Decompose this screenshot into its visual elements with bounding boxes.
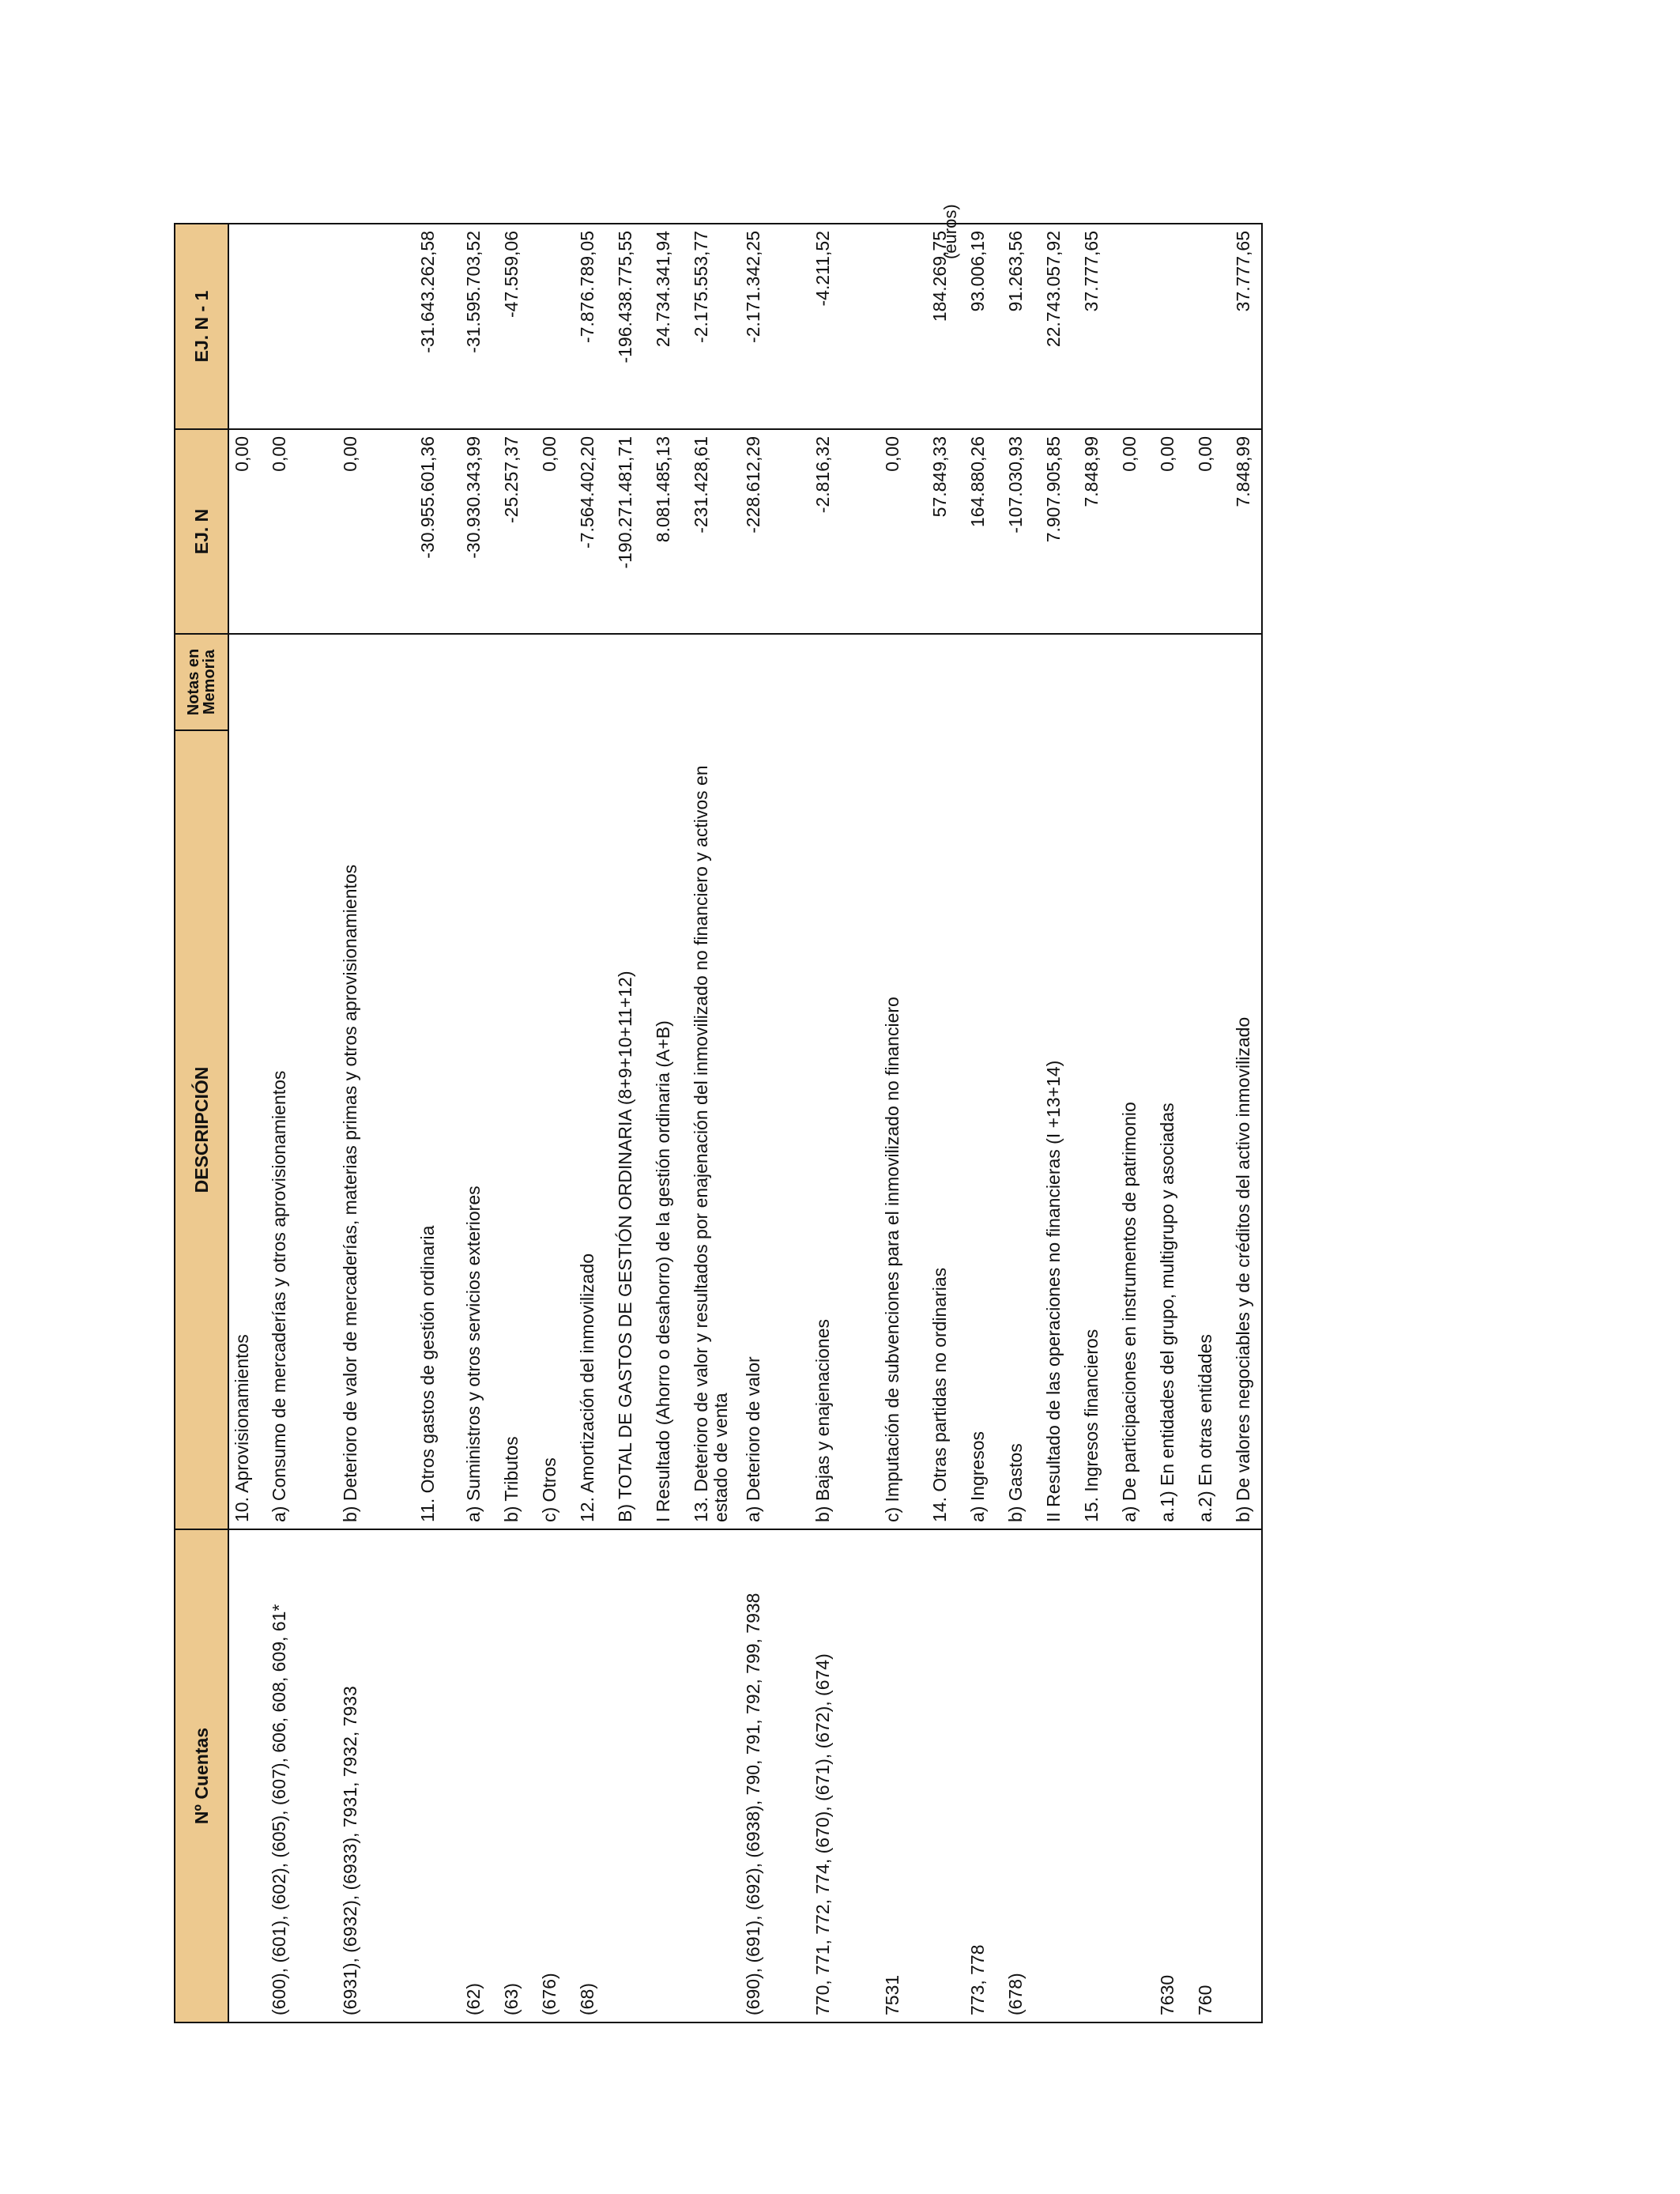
year-n1-value-cell: -196.438.775,55 [612,224,650,429]
year-n-value-cell: 57.849,33 [927,429,965,634]
year-n1-value-cell: -47.559,06 [499,224,537,429]
description-cell: 12. Amortización del inmovilizado [577,1253,597,1522]
table-row [927,224,965,2022]
table-row [1230,224,1262,2022]
account-code-cell [1041,1529,1079,2022]
notes-cell [965,634,1003,730]
year-n-value-cell: -2.816,32 [810,429,880,634]
year-n1-value-cell: -2.171.342,25 [740,224,810,429]
year-n1-value-cell: 91.263,56 [1003,224,1041,429]
account-code-cell [228,1529,266,2022]
account-code-cell [612,1529,650,2022]
table-row [1041,224,1079,2022]
year-n-value-cell: -30.930.343,99 [461,429,499,634]
account-code-cell: 773, 778 [965,1529,1003,2022]
account-code-cell: 7630 [1155,1529,1192,2022]
account-code-cell: 770, 771, 772, 774, (670), (671), (672), (674) [810,1529,880,2022]
notes-cell [650,634,688,730]
year-n1-value-cell [1192,224,1230,429]
year-n1-value-cell: 22.743.057,92 [1041,224,1079,429]
description-cell: 11. Otros gastos de gestión ordinaria [417,1225,438,1522]
year-n-value-cell: -190.271.481,71 [612,429,650,634]
notes-cell [1192,634,1230,730]
year-n1-value-cell [266,224,337,429]
description-cell: 15. Ingresos financieros [1081,1329,1102,1522]
year-n-value-cell: 7.848,99 [1230,429,1262,634]
year-n-value-cell: -25.257,37 [499,429,537,634]
table-row [415,224,461,2022]
year-n1-value-cell [337,224,415,429]
account-code-cell: (676) [537,1529,574,2022]
year-n1-value-cell: 37.777,65 [1230,224,1262,429]
header-description: DESCRIPCIÓN [175,730,228,1529]
year-n1-value-cell: -31.595.703,52 [461,224,499,429]
description-cell: b) Bajas y enajenaciones [812,1319,833,1522]
table-row [537,224,574,2022]
year-n-value-cell: -7.564.402,20 [574,429,612,634]
year-n-value-cell: -228.612,29 [740,429,810,634]
description-cell: b) Tributos [501,1436,522,1522]
notes-cell [228,634,266,730]
notes-cell [612,634,650,730]
table-row [880,224,927,2022]
account-code-cell [1230,1529,1262,2022]
notes-cell [1079,634,1117,730]
year-n1-value-cell [1155,224,1192,429]
year-n-value-cell: 0,00 [228,429,266,634]
account-code-cell: 760 [1192,1529,1230,2022]
income-statement-table [174,223,1263,2023]
year-n1-value-cell: -4.211,52 [810,224,880,429]
header-accounts: Nº Cuentas [175,1529,228,2022]
account-code-cell: (678) [1003,1529,1041,2022]
description-cell: 10. Aprovisionamientos [232,1334,252,1522]
description-cell: a) Deterioro de valor [743,1356,763,1522]
description-cell: a) De participaciones en instrumentos de patrimonio [1119,1102,1139,1522]
table-row [461,224,499,2022]
year-n-value-cell: -30.955.601,36 [415,429,461,634]
notes-cell [499,634,537,730]
table-row [965,224,1003,2022]
account-code-cell: (63) [499,1529,537,2022]
account-code-cell: (690), (691), (692), (6938), 790, 791, 792, 799, 7938 [740,1529,810,2022]
year-n1-value-cell: 37.777,65 [1079,224,1117,429]
year-n-value-cell: 0,00 [1192,429,1230,634]
rotated-page [174,224,1323,2023]
account-code-cell [927,1529,965,2022]
table-row [574,224,612,2022]
table-row [740,224,810,2022]
notes-cell [1117,634,1155,730]
notes-cell [740,634,810,730]
notes-cell [880,634,927,730]
year-n1-value-cell [880,224,927,429]
account-code-cell [1079,1529,1117,2022]
notes-cell [1003,634,1041,730]
account-code-cell: (600), (601), (602), (605), (607), 606, 608, 609, 61* [266,1529,337,2022]
unit-label: (euros) [940,204,960,259]
header-year-n: EJ. N [175,429,228,634]
year-n-value-cell: 164.880,26 [965,429,1003,634]
year-n-value-cell: 8.081.485,13 [650,429,688,634]
table-row [1117,224,1155,2022]
description-cell: 14. Otras partidas no ordinarias [929,1267,950,1522]
table-row [499,224,537,2022]
table-row [1079,224,1117,2022]
notes-cell [810,634,880,730]
year-n-value-cell: -107.030,93 [1003,429,1041,634]
description-cell: 13. Deterioro de valor y resultados por enajenación del inmovilizado no financiero y activos en estado de venta [691,765,731,1522]
account-code-cell: (68) [574,1529,612,2022]
year-n1-value-cell: 24.734.341,94 [650,224,688,429]
table-row [1003,224,1041,2022]
year-n-value-cell: 0,00 [337,429,415,634]
description-cell: c) Otros [539,1457,559,1522]
table-row [688,224,740,2022]
header-notes: Notas en Memoria [175,634,228,730]
account-code-cell: (62) [461,1529,499,2022]
year-n1-value-cell: -2.175.553,77 [688,224,740,429]
description-cell: a) Consumo de mercaderías y otros aprovisionamientos [269,1070,289,1522]
description-cell: a) Ingresos [967,1431,988,1522]
description-cell: a) Suministros y otros servicios exteriores [463,1186,484,1522]
description-cell: B) TOTAL DE GASTOS DE GESTIÓN ORDINARIA (8+9+10+11+12) [615,971,635,1522]
year-n1-value-cell [537,224,574,429]
notes-cell [266,634,337,730]
description-cell: I Resultado (Ahorro o desahorro) de la gestión ordinaria (A+B) [653,1020,673,1522]
notes-cell [415,634,461,730]
year-n1-value-cell: 93.006,19 [965,224,1003,429]
header-year-n1: EJ. N - 1 [175,224,228,429]
description-cell: a.1) En entidades del grupo, multigrupo y asociadas [1157,1103,1177,1522]
description-cell: c) Imputación de subvenciones para el inmovilizado no financiero [882,997,902,1522]
year-n1-value-cell [1117,224,1155,429]
table-row [228,224,266,2022]
description-cell: b) De valores negociables y de créditos del activo inmovilizado [1230,730,1262,1529]
year-n-value-cell: 0,00 [1155,429,1192,634]
notes-cell [574,634,612,730]
table-row [337,224,415,2022]
year-n1-value-cell: -31.643.262,58 [415,224,461,429]
table-row [1155,224,1192,2022]
year-n-value-cell: -231.428,61 [688,429,740,634]
description-cell: b) Gastos [1005,1443,1026,1522]
year-n-value-cell: 7.848,99 [1079,429,1117,634]
table-row [612,224,650,2022]
description-cell: a.2) En otras entidades [1195,1334,1215,1522]
table-row [266,224,337,2022]
description-cell: II Resultado de las operaciones no financieras (I +13+14) [1043,1060,1064,1522]
year-n1-value-cell [228,224,266,429]
notes-cell [688,634,740,730]
table-row [650,224,688,2022]
notes-cell [337,634,415,730]
year-n-value-cell: 0,00 [1117,429,1155,634]
year-n-value-cell: 7.907.905,85 [1041,429,1079,634]
account-code-cell [415,1529,461,2022]
notes-cell [537,634,574,730]
year-n1-value-cell: 184.269,75 [927,224,965,429]
account-code-cell: 7531 [880,1529,927,2022]
table-row [1192,224,1230,2022]
description-cell: b) Deterioro de valor de mercaderías, materias primas y otros aprovisionamientos [340,864,360,1522]
account-code-cell [1117,1529,1155,2022]
account-code-cell [650,1529,688,2022]
year-n-value-cell: 0,00 [537,429,574,634]
notes-cell [1230,634,1262,730]
year-n1-value-cell: -7.876.789,05 [574,224,612,429]
account-code-cell: (6931), (6932), (6933), 7931, 7932, 7933 [337,1529,415,2022]
notes-cell [1041,634,1079,730]
account-code-cell [688,1529,740,2022]
notes-cell [927,634,965,730]
table-row [810,224,880,2022]
notes-cell [461,634,499,730]
year-n-value-cell: 0,00 [266,429,337,634]
year-n-value-cell: 0,00 [880,429,927,634]
header-row [175,224,228,2022]
notes-cell [1155,634,1192,730]
